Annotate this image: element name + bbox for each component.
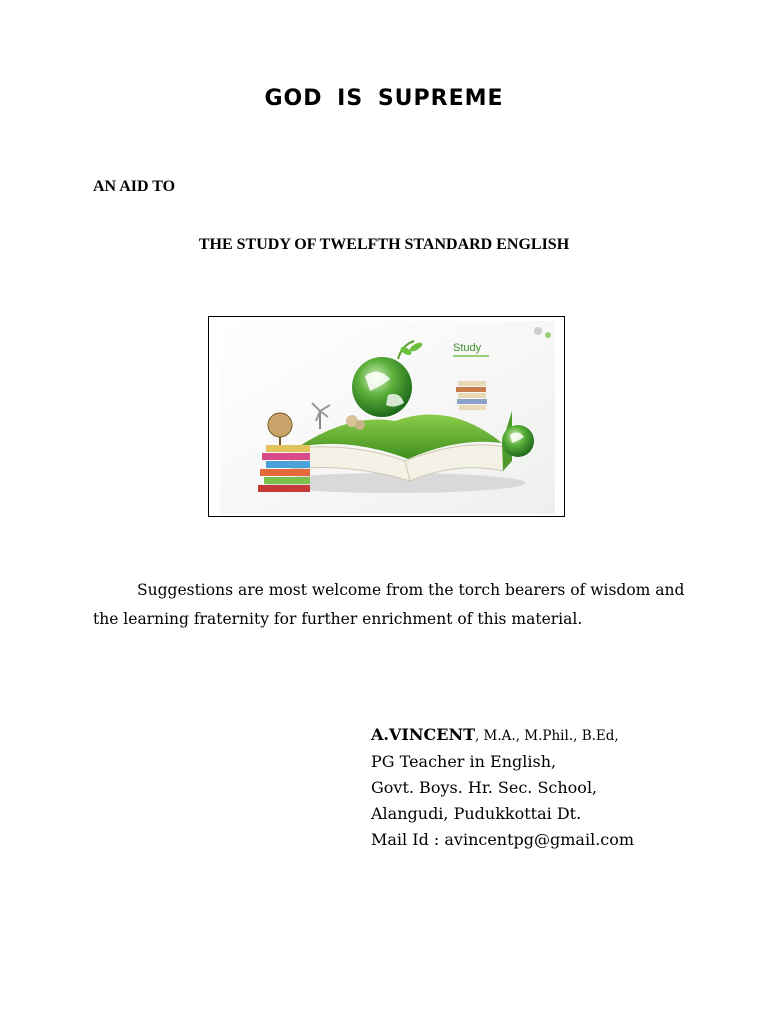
suggestion-paragraph [93,576,693,634]
study-illustration [208,316,565,517]
author-name: A.VINCENT [371,725,475,744]
author-position: PG Teacher in English, [371,752,557,771]
subtitle: THE STUDY OF TWELFTH STANDARD ENGLISH [198,236,570,253]
author-name-line [371,722,634,749]
book-label: Study [453,342,482,354]
author-block [371,722,634,853]
suggestion-text: Suggestions are most welcome from the torch bearers of wisdom and the learning fraternity for further enrichment of this material. [93,581,685,628]
author-mail: Mail Id : avincentpg@gmail.com [371,830,635,849]
page-title: GOD IS SUPREME [264,86,504,111]
intro-line: AN AID TO [93,178,176,195]
author-degrees: , M.A., M.Phil., B.Ed, [474,728,619,744]
author-school: Govt. Boys. Hr. Sec. School, [371,778,598,797]
author-place: Alangudi, Pudukkottai Dt. [371,804,582,823]
study-book-image [220,321,555,514]
